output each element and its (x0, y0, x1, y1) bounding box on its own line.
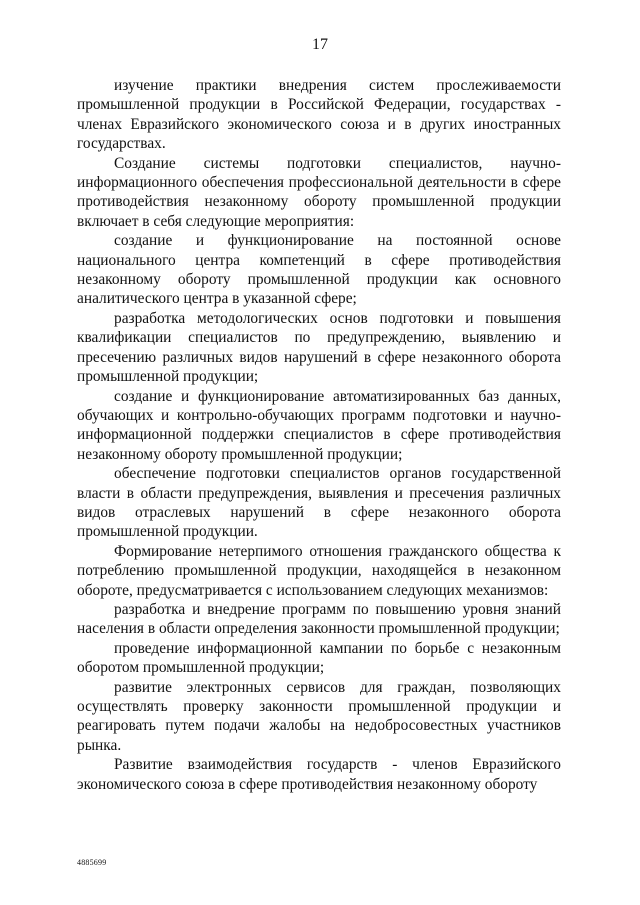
paragraph: проведение информационной кампании по борьбе с незаконным оборотом промышленной продукции; (77, 639, 561, 677)
paragraph: развитие электронных сервисов для граждан, позволяющих осуществлять проверку законности промышленной продукции и реагировать путем подачи жалобы на недобросовестных участников рынка. (77, 678, 561, 754)
paragraph: Формирование нетерпимого отношения гражданского общества к потреблению промышленной продукции, находящейся в незаконном обороте, предусматривается с использованием следующих механизмов: (77, 542, 561, 599)
paragraph: создание и функционирование на постоянной основе национального центра компетенций в сфере противодействия незаконному обороту промышленной продукции как основного аналитического центра в указанной сфере; (77, 232, 561, 308)
paragraph: разработка и внедрение программ по повышению уровня знаний населения в области определения законности промышленной продукции; (77, 600, 561, 638)
paragraph: изучение практики внедрения систем прослеживаемости промышленной продукции в Российской Федерации, государствах - членах Евразийского экономического союза и в других иностранных государствах. (77, 77, 561, 153)
paragraph: разработка методологических основ подготовки и повышения квалификации специалистов по предупреждению, выявлению и пресечению различных видов нарушений в сфере незаконного оборота промышленной продукции; (77, 309, 561, 386)
page-number: 17 (312, 36, 328, 53)
document-code: 4885699 (77, 858, 107, 867)
paragraph: создание и функционирование автоматизированных баз данных, обучающих и контрольно-обучающих программ подготовки и научно-информационной поддержки специалистов в сфере противодействия незаконному обороту промышленной продукции; (77, 387, 561, 463)
paragraph: Создание системы подготовки специалистов, научно-информационного обеспечения профессиональной деятельности в сфере противодействия незаконному обороту промышленной продукции включает в себя следующие мероприятия: (77, 154, 561, 230)
paragraph: Развитие взаимодействия государств - членов Евразийского экономического союза в сфере противодействия незаконному обороту (77, 756, 561, 793)
document-body (77, 76, 561, 794)
paragraph: обеспечение подготовки специалистов органов государственной власти в области предупреждения, выявления и пресечения различных видов отраслевых нарушений в сфере незаконного оборота промышленной продукции. (77, 465, 561, 541)
